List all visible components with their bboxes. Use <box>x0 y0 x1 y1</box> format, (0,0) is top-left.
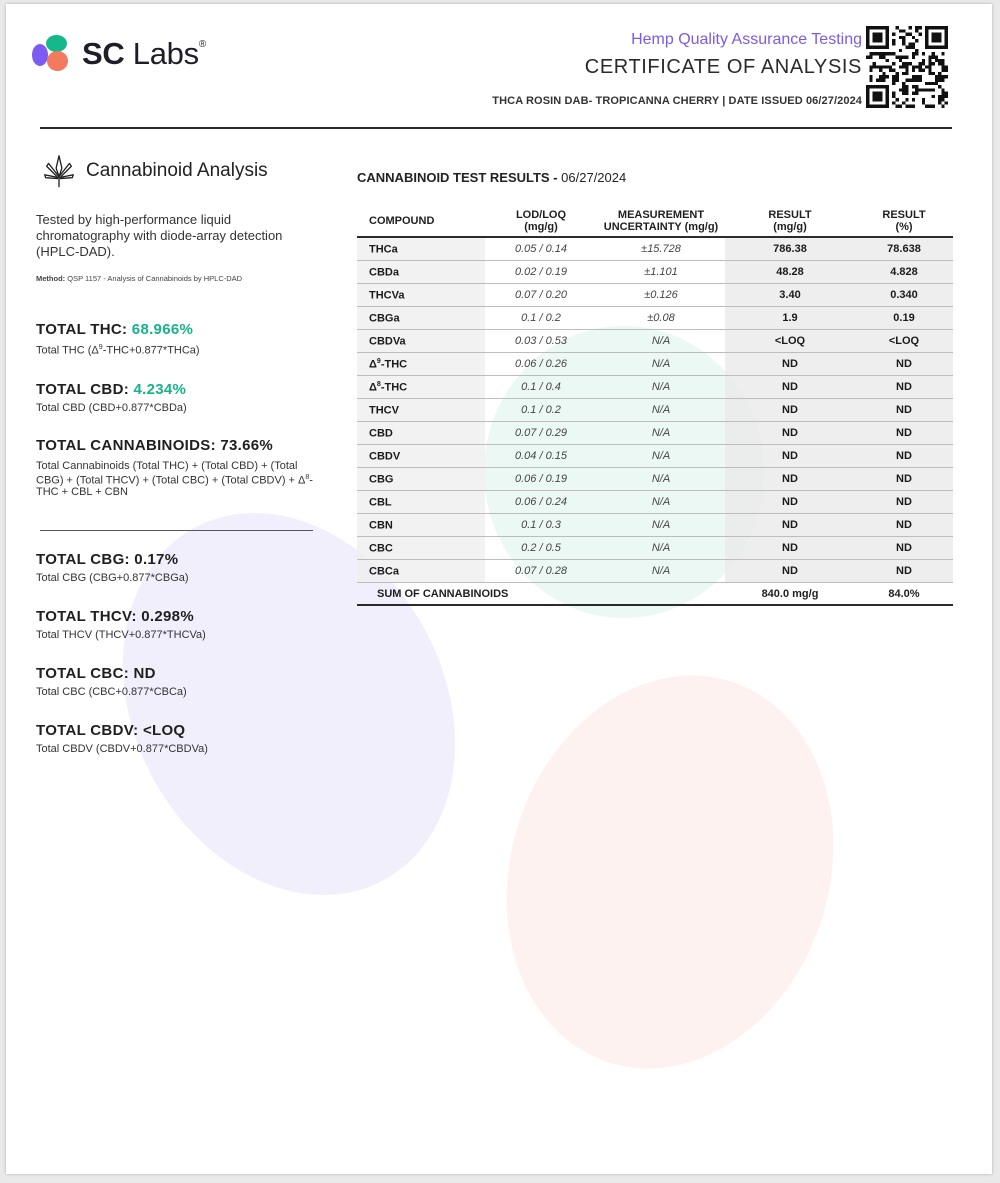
result-pct-cell: ND <box>855 560 953 583</box>
table-row <box>357 491 953 514</box>
result-pct-cell: ND <box>855 399 953 422</box>
total-cbc: TOTAL CBC: ND Total CBC (CBC+0.877*CBCa) <box>36 665 187 698</box>
table-row <box>357 422 953 445</box>
compound-cell: CBN <box>357 514 485 537</box>
col-uncertainty: MEASUREMENT UNCERTAINTY (mg/g) <box>603 209 719 233</box>
uncertainty-cell: N/A <box>597 537 725 560</box>
result-pct-cell: ND <box>855 491 953 514</box>
result-mg-cell: ND <box>725 422 855 445</box>
col-result-pct: RESULT (%) <box>882 209 926 233</box>
lod-loq-cell: 0.1 / 0.2 <box>485 399 597 422</box>
result-mg-cell: ND <box>725 376 855 399</box>
uncertainty-cell: N/A <box>597 330 725 353</box>
col-lod-loq: LOD/LOQ (mg/g) <box>515 209 567 233</box>
table-row <box>357 445 953 468</box>
result-mg-cell: ND <box>725 399 855 422</box>
total-cbg: TOTAL CBG: 0.17% Total CBG (CBG+0.877*CBGa) <box>36 551 189 584</box>
uncertainty-cell: N/A <box>597 399 725 422</box>
total-cbd: TOTAL CBD: 4.234% Total CBD (CBD+0.877*CBDa) <box>36 380 187 414</box>
compound-cell: CBD <box>357 422 485 445</box>
header-meta: THCA ROSIN DAB- TROPICANNA CHERRY | DATE ISSUED 06/27/2024 <box>492 95 862 107</box>
lod-loq-cell: 0.06 / 0.24 <box>485 491 597 514</box>
uncertainty-cell: N/A <box>597 422 725 445</box>
compound-cell: CBDV <box>357 445 485 468</box>
logo-mark-icon <box>32 33 74 75</box>
uncertainty-cell: N/A <box>597 560 725 583</box>
total-cbdv: TOTAL CBDV: <LOQ Total CBDV (CBDV+0.877*CBDVa) <box>36 722 208 755</box>
result-mg-cell: ND <box>725 468 855 491</box>
table-row <box>357 307 953 330</box>
lod-loq-cell: 0.05 / 0.14 <box>485 237 597 261</box>
sum-pct: 84.0% <box>855 583 953 606</box>
minor-totals <box>36 551 316 755</box>
table-row <box>357 468 953 491</box>
compound-cell: CBDVa <box>357 330 485 353</box>
result-mg-cell: 786.38 <box>725 237 855 261</box>
compound-cell: CBCa <box>357 560 485 583</box>
section-heading <box>40 150 316 192</box>
uncertainty-cell: N/A <box>597 491 725 514</box>
lod-loq-cell: 0.06 / 0.26 <box>485 353 597 376</box>
lod-loq-cell: 0.2 / 0.5 <box>485 537 597 560</box>
uncertainty-cell: ±15.728 <box>597 237 725 261</box>
uncertainty-cell: N/A <box>597 353 725 376</box>
result-pct-cell: 0.19 <box>855 307 953 330</box>
uncertainty-cell: ±0.126 <box>597 284 725 307</box>
test-results <box>357 170 953 606</box>
section-title: Cannabinoid Analysis <box>86 160 268 181</box>
compound-cell: CBG <box>357 468 485 491</box>
result-pct-cell: ND <box>855 422 953 445</box>
sum-label: SUM OF CANNABINOIDS <box>357 583 725 606</box>
header-divider <box>40 127 952 129</box>
table-row <box>357 376 953 399</box>
lod-loq-cell: 0.1 / 0.2 <box>485 307 597 330</box>
lod-loq-cell: 0.06 / 0.19 <box>485 468 597 491</box>
decor-pink-blob <box>457 633 883 1112</box>
uncertainty-cell: N/A <box>597 468 725 491</box>
col-result-mg: RESULT (mg/g) <box>768 209 812 233</box>
lod-loq-cell: 0.02 / 0.19 <box>485 261 597 284</box>
result-pct-cell: ND <box>855 514 953 537</box>
compound-cell: THCa <box>357 237 485 261</box>
results-title: CANNABINOID TEST RESULTS - 06/27/2024 <box>357 170 627 185</box>
result-mg-cell: <LOQ <box>725 330 855 353</box>
logo-wordmark: SC Labs® <box>82 36 206 71</box>
table-row <box>357 237 953 261</box>
table-row <box>357 353 953 376</box>
result-pct-cell: ND <box>855 445 953 468</box>
uncertainty-cell: N/A <box>597 376 725 399</box>
compound-cell: CBC <box>357 537 485 560</box>
result-pct-cell: 4.828 <box>855 261 953 284</box>
result-pct-cell: 0.340 <box>855 284 953 307</box>
lod-loq-cell: 0.1 / 0.4 <box>485 376 597 399</box>
total-thc: TOTAL THC: 68.966% Total THC $(\Delta^9-THC+0.877*THCa)$ <box>36 321 200 357</box>
uncertainty-cell: N/A <box>597 514 725 537</box>
uncertainty-cell: ±1.101 <box>597 261 725 284</box>
result-mg-cell: ND <box>725 353 855 376</box>
table-row <box>357 261 953 284</box>
result-mg-cell: ND <box>725 445 855 468</box>
table-row <box>357 284 953 307</box>
header-subtitle: Hemp Quality Assurance Testing <box>631 31 862 48</box>
lod-loq-cell: 0.07 / 0.29 <box>485 422 597 445</box>
result-mg-cell: 48.28 <box>725 261 855 284</box>
qr-code-icon <box>866 26 948 108</box>
result-pct-cell: ND <box>855 353 953 376</box>
uncertainty-cell: ±0.08 <box>597 307 725 330</box>
result-mg-cell: ND <box>725 491 855 514</box>
total-thcv: TOTAL THCV: 0.298% Total THCV (THCV+0.877*THCVa) <box>36 608 206 641</box>
compound-cell: THCVa <box>357 284 485 307</box>
summary-divider <box>40 530 313 531</box>
method-line: Method: QSP 1157 - Analysis of Cannabinoids by HPLC-DAD <box>36 274 243 283</box>
table-header-row <box>357 206 953 237</box>
method-description: Tested by high-performance liquid chromatography with diode-array detection (HPLC-DAD). <box>36 212 283 259</box>
lod-loq-cell: 0.03 / 0.53 <box>485 330 597 353</box>
result-mg-cell: ND <box>725 537 855 560</box>
lod-loq-cell: 0.07 / 0.28 <box>485 560 597 583</box>
header-title: CERTIFICATE OF ANALYSIS <box>584 56 862 78</box>
table-row <box>357 399 953 422</box>
result-pct-cell: ND <box>855 537 953 560</box>
table-row <box>357 330 953 353</box>
compound-cell: CBGa <box>357 307 485 330</box>
results-table <box>357 206 953 606</box>
uncertainty-cell: N/A <box>597 445 725 468</box>
sc-labs-logo <box>32 32 206 76</box>
compound-cell: CBL <box>357 491 485 514</box>
col-compound: COMPOUND <box>369 215 435 227</box>
sum-mg: 840.0 mg/g <box>725 583 855 606</box>
table-row <box>357 537 953 560</box>
table-row <box>357 514 953 537</box>
lod-loq-cell: 0.04 / 0.15 <box>485 445 597 468</box>
sum-row <box>357 583 953 606</box>
results-body <box>357 237 953 605</box>
result-pct-cell: ND <box>855 468 953 491</box>
result-pct-cell: ND <box>855 376 953 399</box>
cannabis-leaf-icon <box>40 151 78 191</box>
result-pct-cell: <LOQ <box>855 330 953 353</box>
cannabinoid-summary <box>36 150 316 498</box>
lod-loq-cell: 0.1 / 0.3 <box>485 514 597 537</box>
compound-cell: THCV <box>357 399 485 422</box>
result-mg-cell: 1.9 <box>725 307 855 330</box>
result-mg-cell: 3.40 <box>725 284 855 307</box>
compound-cell: CBDa <box>357 261 485 284</box>
result-mg-cell: ND <box>725 560 855 583</box>
lod-loq-cell: 0.07 / 0.20 <box>485 284 597 307</box>
table-row <box>357 560 953 583</box>
total-cannabinoids: TOTAL CANNABINOIDS: 73.66% Total Cannabinoids (Total THC) + (Total CBD) + (Total CBG) + (Total THCV) + (Total CBC) + (Total CBDV) + $\Delta^8$-THC + CBL + CBN <box>36 436 313 499</box>
compound-cell: $\Delta^8$-THC <box>357 376 485 399</box>
result-pct-cell: 78.638 <box>855 237 953 261</box>
result-mg-cell: ND <box>725 514 855 537</box>
compound-cell: $\Delta^9$-THC <box>357 353 485 376</box>
